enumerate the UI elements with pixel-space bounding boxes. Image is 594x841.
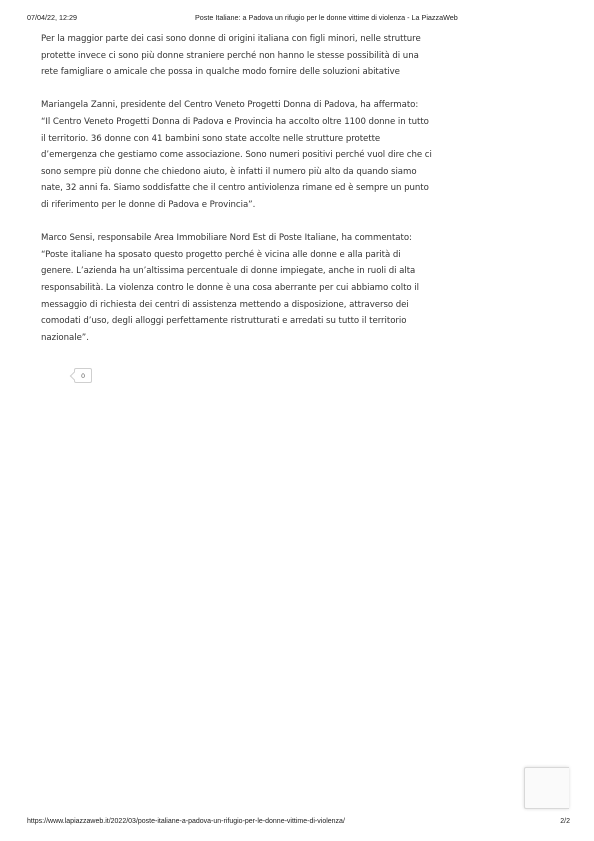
- article-paragraph: [41, 97, 451, 213]
- print-header: [27, 13, 572, 25]
- text-line: Marco Sensi, responsabile Area Immobiliare Nord Est di Poste Italiane, ha commentato:: [41, 233, 412, 244]
- article-body: [41, 31, 451, 363]
- print-url: https://www.lapiazzaweb.it/2022/03/poste-italiane-a-padova-un-rifugio-per-le-donne-vittime-di-violenza/: [27, 818, 345, 825]
- text-line: Per la maggior parte dei casi sono donne di origini italiana con figli minori, nelle strutture: [41, 34, 421, 44]
- print-page-title: Poste Italiane: a Padova un rifugio per le donne vittime di violenza - La PiazzaWeb: [195, 13, 458, 22]
- text-line: nate, 32 anni fa. Siamo soddisfatte che il centro antiviolenza rimane ed è sempre un punto: [41, 183, 429, 194]
- text-line: nazionale”.: [41, 332, 89, 343]
- article-paragraph: [41, 230, 451, 346]
- text-line: “Poste italiane ha sposato questo progetto perché è vicina alle donne e alla parità di: [41, 249, 401, 260]
- text-line: d’emergenza che gestiamo come associazione. Sono numeri positivi perché vuol dire che ci: [41, 150, 432, 161]
- text-line: protette invece ci sono più donne straniere perché non hanno le stesse possibilità di una: [41, 50, 419, 61]
- share-count-bubble[interactable]: 0: [74, 368, 92, 383]
- text-line: il territorio. 36 donne con 41 bambini sono state accolte nelle strutture protette: [41, 133, 381, 144]
- text-line: Mariangela Zanni, presidente del Centro Veneto Progetti Donna di Padova, ha affermato:: [41, 100, 419, 111]
- text-line: comodati d’uso, degli alloggi perfettamente ristrutturati e arredati su tutto il territorio: [41, 316, 407, 327]
- text-line: genere. L’azienda ha un’altissima percentuale di donne impiegate, anche in ruoli di alta: [41, 266, 416, 277]
- print-footer: [27, 818, 572, 830]
- text-line: di riferimento per le donne di Padova e Provincia”.: [41, 199, 256, 210]
- text-line: responsabilità. La violenza contro le donne è una cosa aberrante per cui abbiamo colto il: [41, 282, 419, 293]
- print-datetime: 07/04/22, 12:29: [27, 13, 77, 22]
- text-line: “Il Centro Veneto Progetti Donna di Padova e Provincia ha accolto oltre 1100 donne in tutto: [41, 116, 429, 127]
- text-line: sono sempre più donne che chiedono aiuto, è infatti il numero più alto da quando siamo: [41, 166, 417, 177]
- article-paragraph: [41, 31, 451, 81]
- text-line: rete famigliare o amicale che possa in qualche modo fornire delle soluzioni abitative: [41, 67, 400, 78]
- recaptcha-badge[interactable]: [524, 767, 569, 809]
- page-number: 2/2: [560, 818, 570, 825]
- text-line: messaggio di richiesta dei centri di assistenza mettendo a disposizione, attraverso dei: [41, 299, 409, 310]
